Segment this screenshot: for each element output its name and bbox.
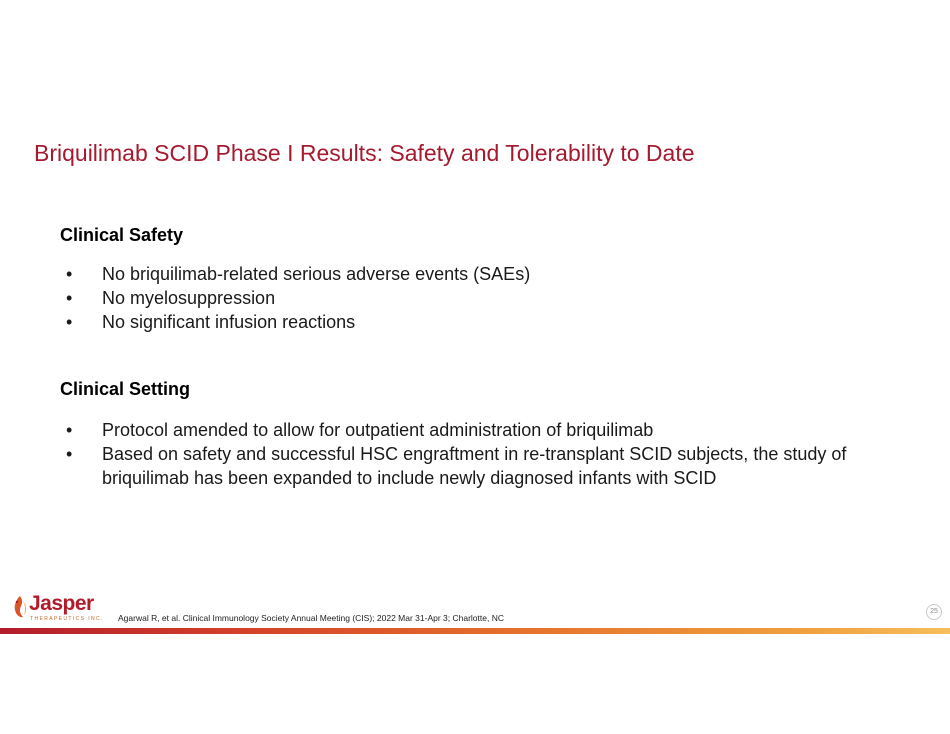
bullet-icon: • — [66, 420, 73, 440]
bullet-icon: • — [66, 264, 73, 284]
list-item-text: No briquilimab-related serious adverse events (SAEs) — [102, 264, 531, 284]
list-item — [60, 262, 920, 286]
logo-wordmark: Jasper — [29, 592, 94, 615]
bullet-icon: • — [66, 444, 73, 464]
bullet-icon: • — [66, 288, 73, 308]
logo-tagline: THERAPEUTICS INC. — [30, 616, 104, 622]
list-item — [60, 310, 920, 334]
list-item-text: Protocol amended to allow for outpatient administration of briquilimab — [102, 420, 654, 440]
section-heading-clinical-safety: Clinical Safety — [60, 225, 184, 245]
list-item-text: No significant infusion reactions — [102, 312, 356, 332]
footer-gradient-bar — [0, 628, 950, 634]
list-item-text: Based on safety and successful HSC engraftment in re-transplant SCID subjects, the study of briquilimab has been expanded to include newly diagnosed infants with SCID — [102, 444, 847, 488]
list-item — [60, 418, 920, 442]
clinical-setting-list — [60, 418, 920, 490]
clinical-safety-list — [60, 262, 920, 334]
list-item — [60, 286, 920, 310]
list-item — [60, 442, 920, 490]
bullet-icon: • — [66, 312, 73, 332]
company-logo — [12, 592, 104, 626]
page-number: 25 — [926, 604, 942, 620]
jasper-flame-icon — [12, 595, 28, 619]
list-item-text: No myelosuppression — [102, 288, 276, 308]
citation: Agarwal R, et al. Clinical Immunology Society Annual Meeting (CIS); 2022 Mar 31-Apr 3; Charlotte, NC — [118, 613, 504, 623]
slide-title: Briquilimab SCID Phase I Results: Safety and Tolerability to Date — [34, 140, 695, 166]
section-heading-clinical-setting: Clinical Setting — [60, 379, 191, 399]
